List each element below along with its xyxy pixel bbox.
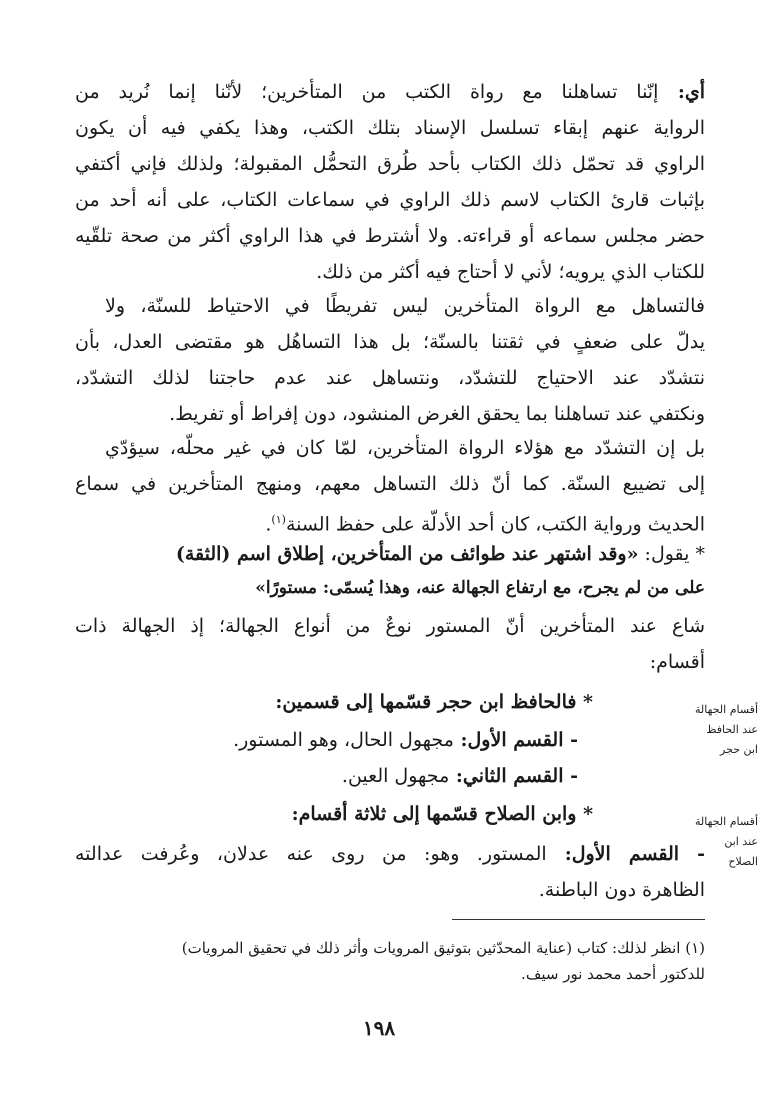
- footnote: للدكتور أحمد محمد نور سيف.: [521, 965, 705, 983]
- body-line: أي: إنّنا تساهلنا مع رواة الكتب من المتأخرين؛ لأنّنا إنما نُريد من: [75, 81, 705, 103]
- list-item: - القسم الثاني: مجهول العين.: [341, 765, 578, 787]
- page-number: ١٩٨: [362, 1016, 396, 1040]
- quote-line: * يقول: «وقد اشتهر عند طوائف من المتأخرين، إطلاق اسم (الثقة): [175, 543, 705, 565]
- body-line: بإثبات قارئ الكتاب لاسم ذلك الراوي في سماعات الكتاب، على أنه أحد من: [75, 189, 705, 211]
- body-line: نتشدّد عند الاحتياج للتشدّد، ونتساهل عند عدم حاجتنا لذلك التشدّد،: [75, 367, 705, 389]
- body-line: ونكتفي عند تساهلنا بما يحقق الغرض المنشود، دون إفراط أو تفريط.: [169, 403, 705, 425]
- footnote-divider: [452, 919, 705, 920]
- body-line: الراوي قد تحمّل ذلك الكتاب بأحد طُرق التحمُّل المقبولة؛ ولذلك فإني أكتفي: [75, 153, 705, 175]
- list-item: - القسم الأول: المستور. وهو: من روى عنه عدلان، وعُرفت عدالته: [75, 843, 705, 865]
- body-line: فالتساهل مع الرواة المتأخرين ليس تفريطًا في الاحتياط للسنّة، ولا: [105, 295, 705, 317]
- body-line: يدلّ على ضعفٍ في ثقتنا بالسنّة؛ بل هذا التساهُل هو مقتضى العدل، بأن: [75, 331, 705, 353]
- body-line: حضر مجلس سماعه أو قراءته. ولا أشترط في هذا الراوي أكثر من صحة تلقّيه: [75, 225, 705, 247]
- body-line: إلى تضييع السنّة. كما أنّ ذلك التساهل معهم، ومنهج المتأخرين في سماع: [75, 473, 705, 495]
- margin-note: أقسام الجهالة عند ابن الصلاح: [695, 815, 758, 868]
- body-line: أقسام:: [649, 651, 705, 673]
- footnote-ref[interactable]: (١): [271, 513, 286, 526]
- lead-word: أي:: [658, 81, 705, 103]
- footnote: (١) انظر لذلك: كتاب (عناية المحدّثين بتوثيق المرويات وأثر ذلك في تحقيق المرويات): [181, 939, 705, 957]
- body-line: الحديث ورواية الكتب، كان أحد الأدلّة على حفظ السنة$^{(١)}$.: [265, 513, 705, 536]
- section-heading: * وابن الصلاح قسّمها إلى ثلاثة أقسام:: [291, 803, 593, 825]
- list-item-continuation: الظاهرة دون الباطنة.: [538, 879, 705, 901]
- section-heading: * فالحافظ ابن حجر قسّمها إلى قسمين:: [275, 691, 593, 713]
- body-line: بل إن التشدّد مع هؤلاء الرواة المتأخرين، لمّا كان في غير محلّه، سيؤدّي: [105, 437, 705, 459]
- list-item: - القسم الأول: مجهول الحال، وهو المستور.: [233, 729, 578, 751]
- body-line: شاع عند المتأخرين أنّ المستور نوعٌ من أنواع الجهالة؛ إذ الجهالة ذات: [75, 615, 705, 637]
- margin-note: أقسام الجهالة عند الحافظ ابن حجر: [695, 703, 758, 756]
- body-line: الرواية عنهم إبقاء تسلسل الإسناد بتلك الكتب، وهذا يكفي فيه أن يكون: [75, 117, 705, 139]
- body-line: للكتاب الذي يرويه؛ لأني لا أحتاج فيه أكثر من ذلك.: [316, 261, 705, 283]
- quote-line: على من لم يجرح، مع ارتفاع الجهالة عنه، وهذا يُسمّى: مستورًا»: [255, 578, 705, 598]
